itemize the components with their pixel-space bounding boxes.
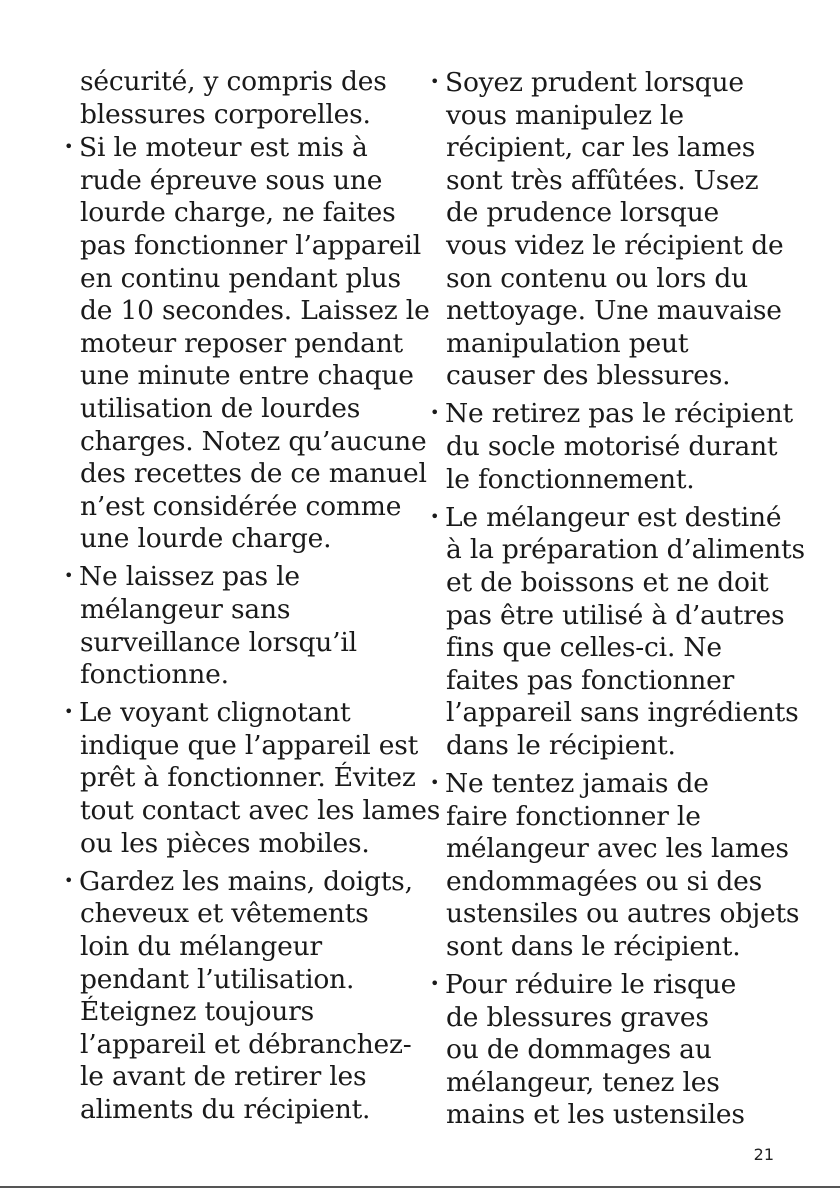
bullet-first-line xyxy=(64,696,416,730)
text-line: loin du mélangeur xyxy=(80,930,322,962)
text-line: Pour réduire le risque xyxy=(445,969,737,1001)
text-line: utilisation de lourdes xyxy=(80,392,361,424)
text-line: blessures corporelles. xyxy=(80,98,371,130)
text-line: des recettes de ce manuel xyxy=(80,458,427,490)
text-line: Le voyant clignotant xyxy=(79,697,351,729)
text-line: rude épreuve sous une xyxy=(80,164,383,196)
text-line: fins que celles-ci. Ne xyxy=(446,632,722,664)
text-line: endommagées ou si des xyxy=(446,865,763,897)
text-line: l’appareil sans ingrédients xyxy=(446,697,799,729)
text-line: du socle motorisé durant xyxy=(446,431,778,463)
text-line: manipulation peut xyxy=(446,327,689,359)
bullet-icon: • xyxy=(430,772,440,792)
bullet-first-line xyxy=(430,501,782,535)
text-line: ou les pièces mobiles. xyxy=(80,827,370,859)
bullet-icon: • xyxy=(430,403,440,423)
text-line: Gardez les mains, doigts, xyxy=(79,865,413,897)
bullet-icon: • xyxy=(64,702,74,722)
bullet-item xyxy=(64,696,441,860)
text-line: dans le récipient. xyxy=(446,729,676,761)
bullet-first-line xyxy=(64,560,416,594)
bullet-item xyxy=(64,131,430,556)
text-line: son contenu ou lors du xyxy=(446,262,748,294)
bullet-item xyxy=(430,501,805,763)
bullet-item xyxy=(430,968,770,1132)
text-line: pas être utilisé à d’autres xyxy=(446,599,785,631)
text-line: récipient, car les lames xyxy=(446,132,756,164)
text-line: prêt à fonctionner. Évitez xyxy=(80,762,416,794)
text-line: moteur reposer pendant xyxy=(80,327,404,359)
text-line: causer des blessures. xyxy=(446,360,731,392)
text-line: vous videz le récipient de xyxy=(446,229,784,261)
text-line: sont dans le récipient. xyxy=(446,930,741,962)
text-line: ustensiles ou autres objets xyxy=(446,898,800,930)
bullet-icon: • xyxy=(64,870,74,890)
text-line: surveillance lorsqu’il xyxy=(80,626,357,658)
bullet-first-line xyxy=(430,397,793,431)
text-line: cheveux et vêtements xyxy=(80,898,369,930)
bullet-icon: • xyxy=(64,137,74,157)
text-line: mélangeur sans xyxy=(80,594,291,625)
text-line: de prudence lorsque xyxy=(446,197,720,229)
text-line: vous manipulez le xyxy=(446,99,684,131)
text-line: une minute entre chaque xyxy=(80,360,414,392)
bullet-item xyxy=(430,767,800,964)
text-line: en continu pendant plus xyxy=(80,262,401,294)
text-line: Ne tentez jamais de xyxy=(445,767,709,799)
continued-paragraph xyxy=(64,66,416,131)
text-line: Soyez prudent lorsque xyxy=(445,67,744,98)
text-line: Ne laissez pas le xyxy=(79,561,300,593)
right-bullet-list xyxy=(430,66,805,1132)
text-line: lourde charge, ne faites xyxy=(80,197,396,229)
text-line: le avant de retirer les xyxy=(80,1061,367,1093)
text-line: pendant l’utilisation. xyxy=(80,963,355,995)
bullet-first-line xyxy=(430,968,770,1002)
text-line: de blessures graves xyxy=(446,1001,709,1033)
bullet-icon: • xyxy=(430,506,440,526)
text-line: pas fonctionner l’appareil xyxy=(80,229,421,261)
bullet-item xyxy=(430,66,784,393)
bullet-first-line xyxy=(64,131,416,165)
text-line: Éteignez toujours xyxy=(80,996,315,1028)
bullet-icon: • xyxy=(64,566,74,586)
bullet-first-line xyxy=(430,66,770,100)
bullet-item xyxy=(64,560,416,691)
text-line: Ne retirez pas le récipient xyxy=(445,398,793,430)
bottom-divider xyxy=(0,1186,840,1188)
text-line: faire fonctionner le xyxy=(446,800,701,832)
bullet-first-line xyxy=(64,865,416,899)
text-line: le fonctionnement. xyxy=(446,463,695,495)
text-line: n’est considérée comme xyxy=(80,490,402,522)
text-line: faites pas fonctionner xyxy=(446,664,735,696)
text-line: à la préparation d’aliments xyxy=(446,534,805,566)
text-line: et de boissons et ne doit xyxy=(446,566,769,598)
bullet-icon: • xyxy=(430,974,440,994)
text-line: indique que l’appareil est xyxy=(80,729,419,761)
page-number: 21 xyxy=(753,1145,774,1164)
text-line: tout contact avec les lames xyxy=(80,795,441,827)
left-bullet-list xyxy=(64,131,441,1126)
text-line: sécurité, y compris des xyxy=(80,66,387,97)
text-line: mélangeur, tenez les xyxy=(446,1066,720,1098)
text-line: l’appareil et débranchez- xyxy=(80,1028,412,1060)
bullet-item xyxy=(64,865,416,1127)
text-line: charges. Notez qu’aucune xyxy=(80,425,427,457)
text-line: aliments du récipient. xyxy=(80,1093,371,1125)
text-line: fonctionne. xyxy=(80,659,229,691)
left-column xyxy=(64,66,441,1127)
text-line: nettoyage. Une mauvaise xyxy=(446,295,782,327)
bullet-first-line xyxy=(430,767,770,801)
text-line: sont très affûtées. Usez xyxy=(446,164,759,196)
right-column xyxy=(430,66,805,1132)
text-line: une lourde charge. xyxy=(80,523,332,555)
text-line: Le mélangeur est destiné xyxy=(445,501,782,533)
text-line: mélangeur avec les lames xyxy=(446,833,789,865)
text-line: mains et les ustensiles xyxy=(446,1099,745,1131)
bullet-icon: • xyxy=(430,72,440,91)
bullet-item xyxy=(430,397,793,496)
text-line: Si le moteur est mis à xyxy=(79,132,368,164)
text-line: de 10 secondes. Laissez le xyxy=(80,295,430,327)
text-line: ou de dommages au xyxy=(446,1034,712,1066)
